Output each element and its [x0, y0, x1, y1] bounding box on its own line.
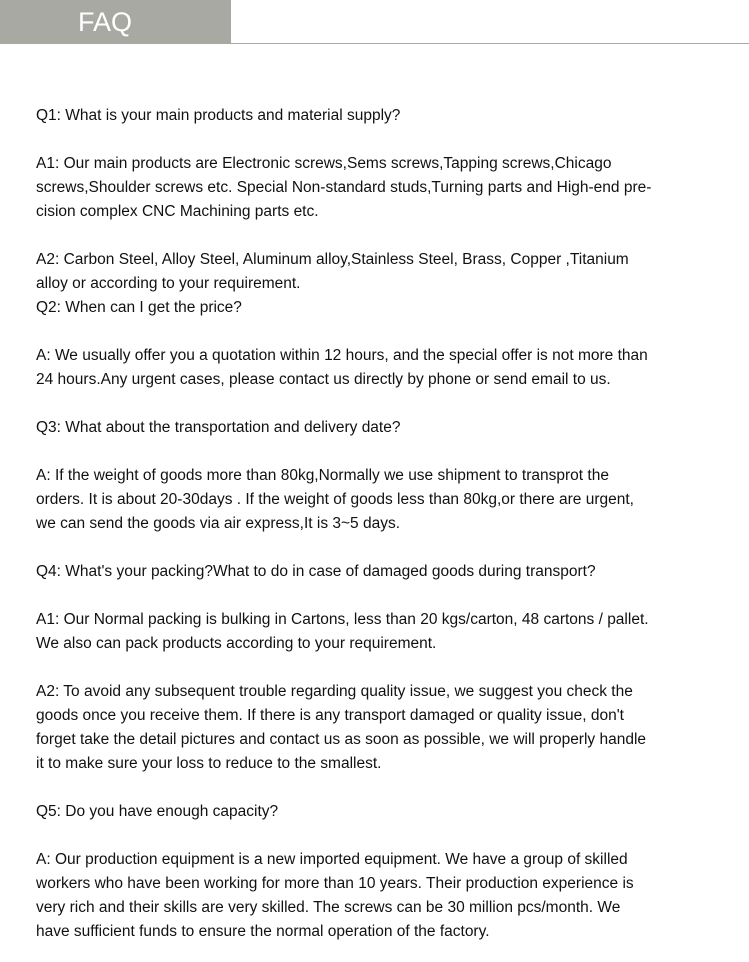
- faq-text-line: A: If the weight of goods more than 80kg,Normally we use shipment to transprot the: [36, 467, 609, 484]
- faq-text-line: forget take the detail pictures and contact us as soon as possible, we will properly handle: [36, 731, 647, 748]
- paragraph-gap: [36, 320, 726, 344]
- paragraph-gap: [36, 440, 726, 464]
- faq-text-line: A: We usually offer you a quotation within 12 hours, and the special offer is not more than: [36, 347, 648, 364]
- faq-text-line: We also can pack products according to your requirement.: [36, 635, 437, 652]
- paragraph-gap: [36, 536, 726, 560]
- faq-text-line: 24 hours.Any urgent cases, please contact us directly by phone or send email to us.: [36, 371, 611, 388]
- faq-text-line: very rich and their skills are very skilled. The screws can be 30 million pcs/month. We: [36, 899, 621, 916]
- faq-text-line: Q5: Do you have enough capacity?: [36, 803, 279, 820]
- paragraph-gap: [36, 128, 726, 152]
- paragraph-gap: [36, 584, 726, 608]
- paragraph-gap: [36, 392, 726, 416]
- paragraph-gap: [36, 776, 726, 800]
- faq-text-line: Q3: What about the transportation and delivery date?: [36, 419, 401, 436]
- faq-text-line: workers who have been working for more than 10 years. Their production experience is: [36, 875, 634, 892]
- faq-text-line: goods once you receive them. If there is any transport damaged or quality issue, don't: [36, 707, 624, 724]
- faq-text-line: A1: Our main products are Electronic screws,Sems screws,Tapping screws,Chicago: [36, 155, 612, 172]
- faq-content: [36, 104, 726, 944]
- page-title: FAQ: [78, 7, 133, 37]
- faq-text-line: orders. It is about 20-30days . If the weight of goods less than 80kg,or there are urgent,: [36, 491, 634, 508]
- faq-text-line: A2: Carbon Steel, Alloy Steel, Aluminum alloy,Stainless Steel, Brass, Copper ,Titanium: [36, 251, 629, 268]
- faq-text-line: cision complex CNC Machining parts etc.: [36, 203, 319, 220]
- faq-text-line: it to make sure your loss to reduce to the smallest.: [36, 755, 382, 772]
- paragraph-gap: [36, 224, 726, 248]
- faq-header-tab: [0, 0, 231, 44]
- paragraph-gap: [36, 824, 726, 848]
- faq-text-line: A1: Our Normal packing is bulking in Cartons, less than 20 kgs/carton, 48 cartons / pallet.: [36, 611, 649, 628]
- faq-text-line: Q1: What is your main products and material supply?: [36, 107, 401, 124]
- faq-text-line: have sufficient funds to ensure the normal operation of the factory.: [36, 923, 490, 940]
- header-divider: [231, 43, 749, 44]
- faq-text-line: Q4: What's your packing?What to do in case of damaged goods during transport?: [36, 563, 596, 580]
- faq-text-line: Q2: When can I get the price?: [36, 299, 242, 316]
- faq-text-line: screws,Shoulder screws etc. Special Non-standard studs,Turning parts and High-end pre-: [36, 179, 652, 196]
- faq-text-line: we can send the goods via air express,It is 3~5 days.: [36, 515, 401, 532]
- faq-text-line: alloy or according to your requirement.: [36, 275, 301, 292]
- paragraph-gap: [36, 656, 726, 680]
- faq-text-line: A: Our production equipment is a new imported equipment. We have a group of skilled: [36, 851, 628, 868]
- faq-text-line: A2: To avoid any subsequent trouble regarding quality issue, we suggest you check the: [36, 683, 633, 700]
